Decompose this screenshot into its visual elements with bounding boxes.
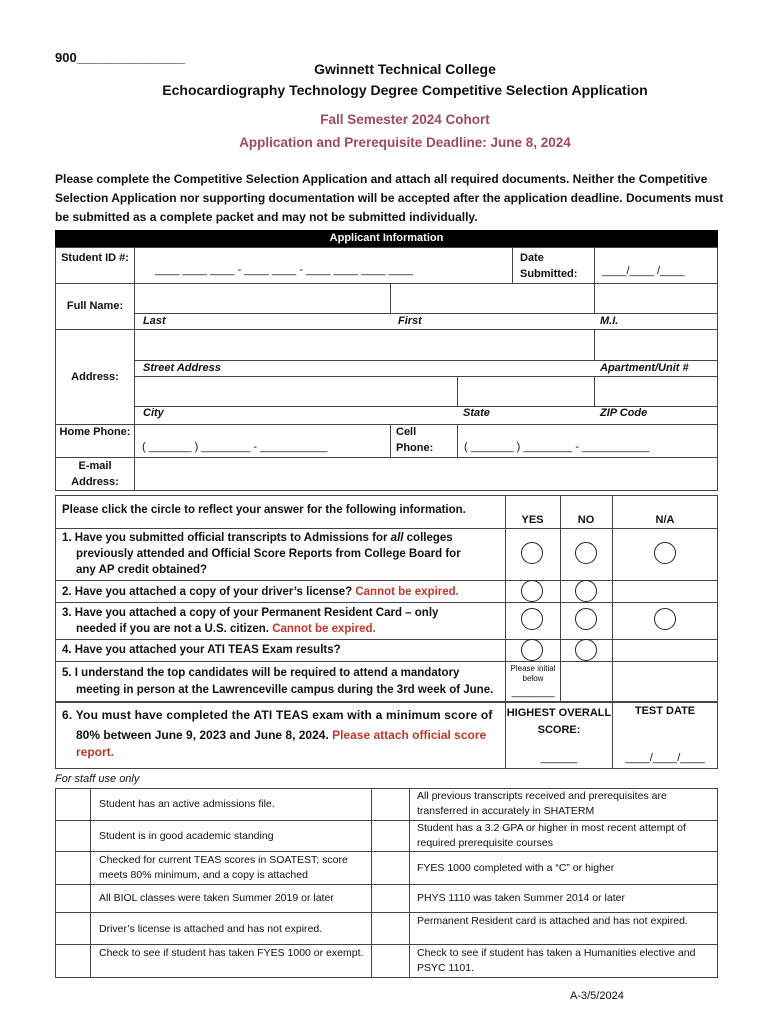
apt-caption: Apartment/Unit # [600,362,689,374]
staff-item-left-3: Checked for current TEAS scores in SOATEST; score meets 80% minimum, and a copy is attached [99,854,348,881]
initial-instruction: Please initial below [510,664,556,683]
staff-item-right-3: FYES 1000 completed with a “C” or higher [417,862,615,874]
initial-field[interactable]: _______ [511,686,555,698]
q-row-1 [55,528,718,529]
zip-input[interactable] [596,377,717,405]
staff-check-right-3[interactable] [372,852,409,884]
staff-item-right-4: PHYS 1110 was taken Summer 2014 or later [417,892,625,904]
date-divider-1 [512,247,513,283]
staff-item-right-6: Check to see if student has taken a Humanities elective and PSYC 1101. [417,947,696,974]
last-name-input[interactable] [136,284,389,312]
address-label: Address: [71,371,119,383]
date-submitted-field[interactable]: ____/____ /____ [602,265,685,277]
question-6-line-2 [76,727,486,743]
q4-no-radio[interactable] [575,639,597,661]
name-underline [134,313,718,314]
question-5: 5. I understand the top candidates will be required to attend a mandatory [62,667,460,679]
staff-check-left-1[interactable] [56,789,90,820]
q3-yes-radio[interactable] [521,608,543,630]
state-divider-2 [594,376,595,406]
staff-check-right-2[interactable] [372,821,409,851]
test-date-field[interactable]: ____/____/____ [625,752,705,764]
q-row-5 [55,661,718,662]
question-6: 6. You must have completed the ATI TEAS exam with a minimum score of [62,708,493,722]
city-caption: City [143,407,164,419]
staff-check-right-4[interactable] [372,885,409,912]
first-caption: First [398,315,422,327]
student-id-label: Student ID #: [61,252,129,264]
q3-warning: Cannot be expired. [272,623,376,635]
staff-check-right-5[interactable] [372,913,409,944]
na-header: N/A [655,514,675,526]
q6-text-b: 80% between June 9, 2023 and June 8, 2024. [76,728,333,742]
question-3-line-2 [76,621,376,637]
highest-score-field[interactable]: ______ [540,752,578,764]
row-sep-3 [55,424,718,425]
staff-col-3 [409,788,410,978]
cohort-title: Fall Semester 2024 Cohort [320,112,490,127]
cell-phone-field[interactable]: ( _______ ) ________ - ___________ [464,441,650,453]
zip-caption: ZIP Code [600,407,648,419]
last-caption: Last [143,315,166,327]
staff-item-right-5: Permanent Resident card is attached and has not expired. [417,915,688,927]
question-4: 4. Have you attached your ATI TEAS Exam results? [62,644,341,656]
q2-yes-radio[interactable] [521,580,543,602]
staff-check-left-3[interactable] [56,852,90,884]
question-6-line-3: report. [76,745,115,759]
staff-item-right-1: All previous transcripts received and prerequisites are transferred in accurately in SHATERM [417,790,667,817]
state-divider-1 [457,376,458,406]
q3-text-b: needed if you are not a U.S. citizen. [76,623,273,635]
q1-yes-radio[interactable] [521,542,543,564]
highest-score-label: HIGHEST OVERALL SCORE: [506,707,612,736]
question-1-line-3: any AP credit obtained? [76,564,207,576]
q2-no-radio[interactable] [575,580,597,602]
staff-check-right-6[interactable] [372,945,409,977]
state-input[interactable] [459,377,593,405]
staff-check-left-2[interactable] [56,821,90,851]
applicant-section-bar [55,230,718,247]
q-row-2 [55,580,718,581]
staff-item-left-2: Student is in good academic standing [99,830,274,842]
staff-check-left-4[interactable] [56,885,90,912]
first-name-input[interactable] [392,284,593,312]
date-submitted-label: Date Submitted: [520,252,578,280]
row-sep-2 [55,329,718,330]
cell-phone-label: Cell Phone: [396,426,434,454]
question-2 [62,584,459,600]
home-phone-field[interactable]: ( _______ ) ________ - ___________ [142,441,328,453]
no-header: NO [577,514,595,526]
staff-title: For staff use only [55,773,140,785]
name-divider-1 [390,283,391,313]
staff-item-left-4: All BIOL classes were taken Summer 2019 or later [99,892,334,904]
date-divider-2 [594,247,595,283]
q3-no-radio[interactable] [575,608,597,630]
street-underline [134,360,718,361]
yes-header: YES [521,514,544,526]
q1-text-b: colleges [403,532,453,544]
q-row-6 [55,701,718,703]
name-divider-2 [594,283,595,313]
form-number: 900_______________ [55,50,186,65]
staff-item-left-1: Student has an active admissions file. [99,798,275,810]
question-1 [62,530,453,546]
staff-check-left-5[interactable] [56,913,90,944]
test-date-label: TEST DATE [634,705,696,717]
apartment-input[interactable] [596,331,717,359]
program-title: Echocardiography Technology Degree Competitive Selection Application [162,82,648,98]
question-3: 3. Have you attached a copy of your Permanent Resident Card – only [62,607,439,619]
q4-yes-radio[interactable] [521,639,543,661]
q2-warning: Cannot be expired. [355,586,459,598]
questions-intro: Please click the circle to reflect your answer for the following information. [62,504,466,516]
college-name: Gwinnett Technical College [314,61,496,77]
mi-input[interactable] [596,284,717,312]
q6-warning-1: Please attach official score [332,728,487,742]
street-address-input[interactable] [136,331,593,359]
state-caption: State [463,407,490,419]
revision-date: A-3/5/2024 [570,990,624,1002]
mi-caption: M.I. [600,315,619,327]
q2-text: 2. Have you attached a copy of your driver’s license? [62,586,356,598]
street-caption: Street Address [143,362,221,374]
q-col-3 [612,495,613,769]
q1-text-a: 1. Have you submitted official transcripts to Admissions for [62,532,391,544]
staff-check-right-1[interactable] [372,789,409,820]
email-input[interactable] [136,459,717,490]
staff-item-left-6: Check to see if student has taken FYES 1000 or exempt. [99,947,364,959]
q3-na-radio[interactable] [654,608,676,630]
question-1-line-2: previously attended and Official Score Reports from College Board for [76,548,461,560]
home-phone-label: Home Phone: [59,426,131,438]
staff-item-right-2: Student has a 3.2 GPA or higher in most recent attempt of required prerequisite courses [417,822,686,849]
q1-na-radio[interactable] [654,542,676,564]
q1-no-radio[interactable] [575,542,597,564]
applicant-section-title: Applicant Information [329,232,444,244]
row-sep-4 [55,457,718,458]
staff-item-left-5: Driver’s license is attached and has not expired. [99,923,323,935]
q-row-4 [55,639,718,640]
q-row-3 [55,602,718,603]
full-name-label: Full Name: [66,300,124,312]
city-input[interactable] [136,377,456,405]
student-id-field[interactable]: ____ ____ ____ - ____ ____ - ____ ____ ____ ____ [155,264,414,276]
staff-col-1 [90,788,91,978]
question-5-line-2: meeting in person at the Lawrenceville campus during the 3rd week of June. [76,684,494,696]
phone-divider-2 [457,424,458,457]
phone-divider-1 [390,424,391,457]
email-label: E-mail Address: [71,460,119,488]
instructions: Please complete the Competitive Selection Application and attach all required documents. Neither the Competitive Selection Application nor supporting documentation will be accepted after the application deadline. Documents must be submitted as a complete packet and may not be submitted individually. [55,172,724,224]
deadline-title: Application and Prerequisite Deadline: June 8, 2024 [239,135,571,150]
staff-check-left-6[interactable] [56,945,90,977]
apt-divider [594,330,595,360]
q1-all: all [390,532,404,544]
